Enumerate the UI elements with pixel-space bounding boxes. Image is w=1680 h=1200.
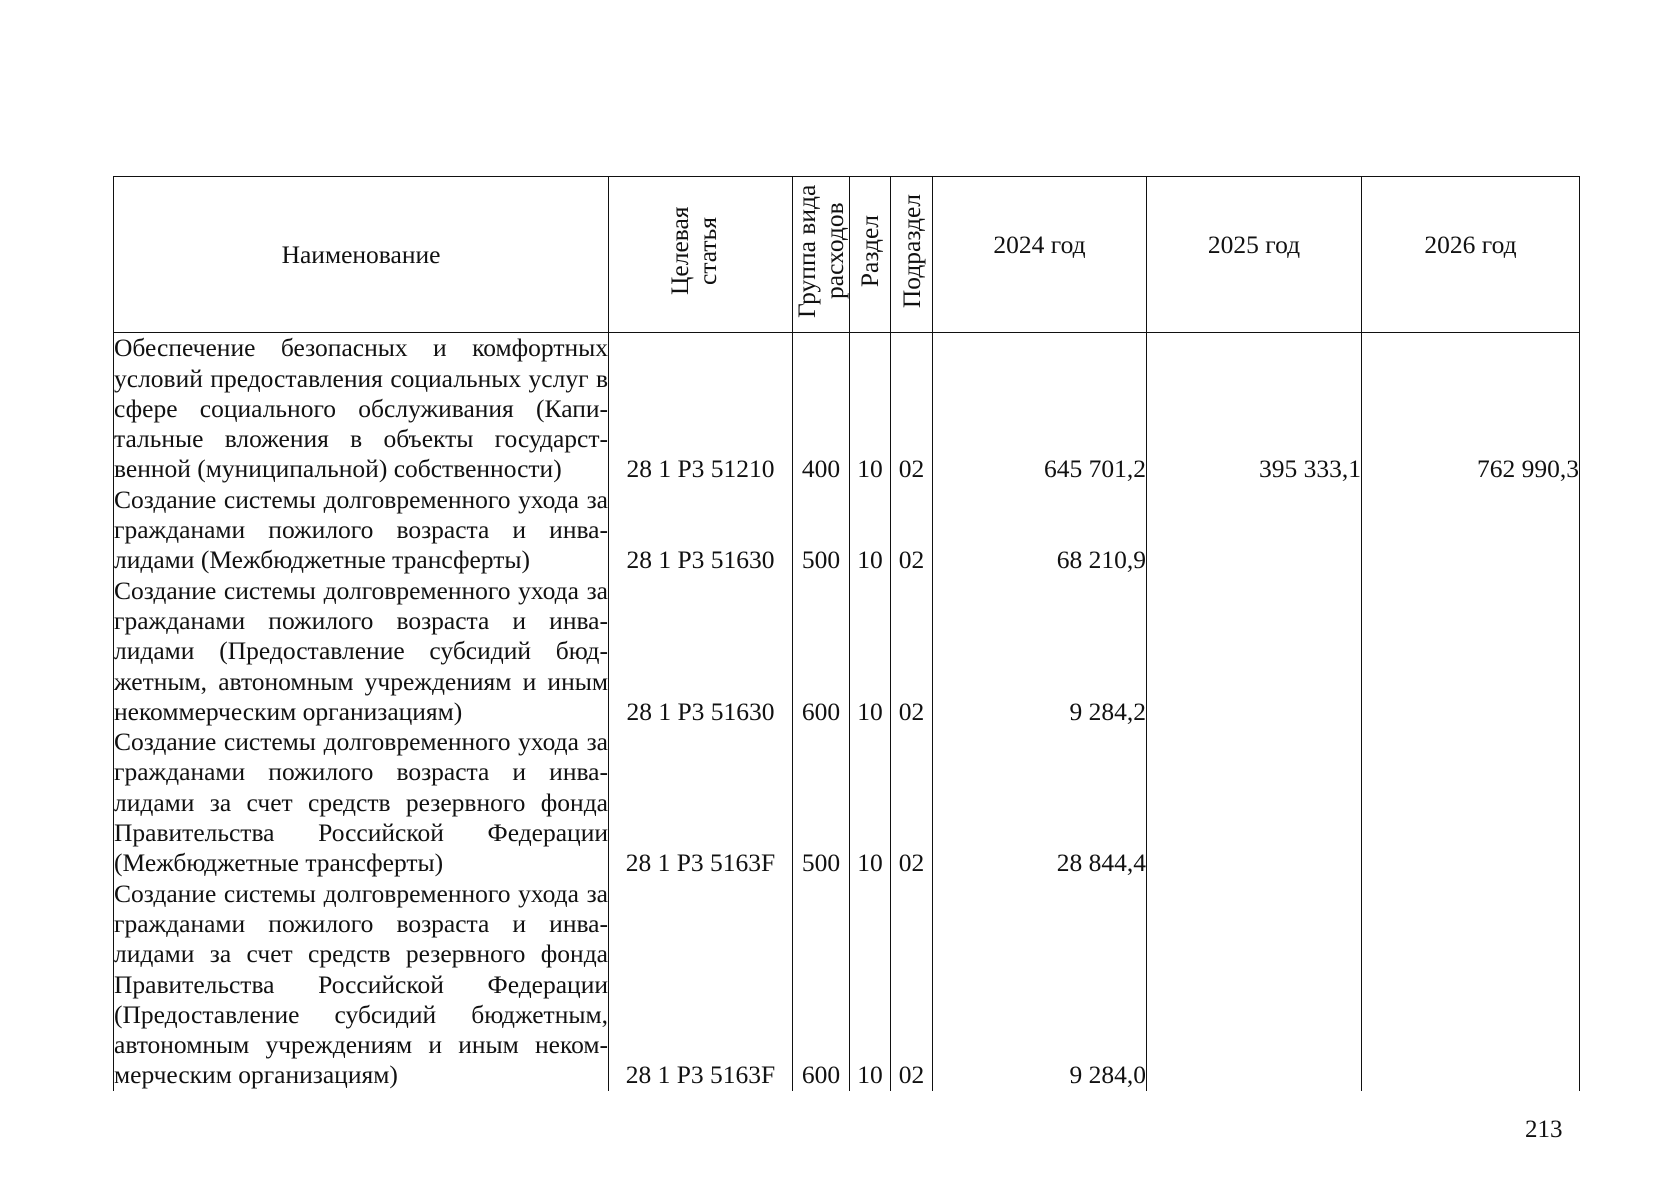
header-name [114,177,609,333]
header-subsection [891,177,933,333]
row-expense-group: 400 [793,333,850,485]
row-subsection: 02 [891,879,933,1091]
row-subsection: 02 [891,485,933,576]
table-row [114,485,1580,576]
header-2025 [1147,177,1362,333]
row-2026 [1362,576,1580,727]
header-subsection-label: Подраздел [896,193,926,309]
page-number: 213 [1525,1116,1563,1143]
row-name: Создание системы долговременного ухода за гражданами пожилого возраста и инвалидами (Межбюджетные трансферты) [114,484,608,575]
row-target-article: 28 1 Р3 5163F [609,879,793,1091]
row-target-article: 28 1 Р3 51630 [609,485,793,576]
row-subsection: 02 [891,576,933,727]
header-expense-group-label: Группа вида расходов [792,184,849,318]
header-section-label: Раздел [855,214,884,288]
row-2025 [1147,485,1362,576]
header-expense-group [793,177,850,333]
row-2024: 9 284,0 [933,879,1147,1091]
row-section: 10 [850,576,891,727]
row-2024: 9 284,2 [933,576,1147,727]
row-expense-group: 500 [793,727,850,878]
row-target-article: 28 1 Р3 51630 [609,576,793,727]
row-section: 10 [850,879,891,1091]
row-2025 [1147,576,1362,727]
table-row [114,727,1580,878]
header-target-article-label: Целевая статья [664,206,722,296]
row-section: 10 [850,727,891,878]
row-name: Обеспечение безопасных и комфортных условий предоставления социальных услуг в сфере социального обслуживания (Капитальные вложения в объекты государственной (муниципальной) собственности) [114,333,608,484]
row-name: Создание системы долговременного ухода за гражданами пожилого возраста и инвалидами за счет средств резервного фонда Правительства Российской Федерации (Межбюджетные трансферты) [114,727,608,878]
row-section: 10 [850,485,891,576]
row-target-article: 28 1 Р3 51210 [609,333,793,485]
row-2026 [1362,879,1580,1091]
row-2026 [1362,727,1580,878]
header-2025-label: 2025 год [1207,229,1301,259]
header-2024 [933,177,1147,333]
header-2024-label: 2024 год [993,229,1086,259]
row-subsection: 02 [891,333,933,485]
table-row [114,576,1580,727]
row-2025 [1147,727,1362,878]
row-2026: 762 990,3 [1362,333,1580,485]
row-target-article: 28 1 Р3 5163F [609,727,793,878]
row-expense-group: 600 [793,576,850,727]
row-name: Создание системы долговременного ухода за гражданами пожилого возраста и инвалидами (Предоставление субсидий бюджетным, автономным учреждениям и иным некоммерческим организациям) [114,575,608,726]
header-row [114,177,1580,333]
budget-table [113,176,1580,1091]
header-section [850,177,891,333]
row-expense-group: 600 [793,879,850,1091]
row-expense-group: 500 [793,485,850,576]
header-2026-label: 2026 год [1424,229,1517,259]
table-body [114,333,1580,1091]
table-row [114,333,1580,485]
row-2025 [1147,879,1362,1091]
row-2024: 645 701,2 [933,333,1147,485]
row-section: 10 [850,333,891,485]
header-2026 [1362,177,1580,333]
row-2025: 395 333,1 [1147,333,1362,485]
row-name: Создание системы долговременного ухода за гражданами пожилого возраста и инвалидами за счет средств резервного фонда Правительства Российской Федерации (Предоставление субсидий бюджетным, автономным учреждениям и иным некоммерческим организациям) [114,878,608,1090]
row-2024: 68 210,9 [933,485,1147,576]
header-name-label: Наименование [281,239,441,269]
header-target-article [609,177,793,333]
row-2026 [1362,485,1580,576]
row-subsection: 02 [891,727,933,878]
row-2024: 28 844,4 [933,727,1147,878]
table-row [114,879,1580,1091]
table-header [114,177,1580,333]
